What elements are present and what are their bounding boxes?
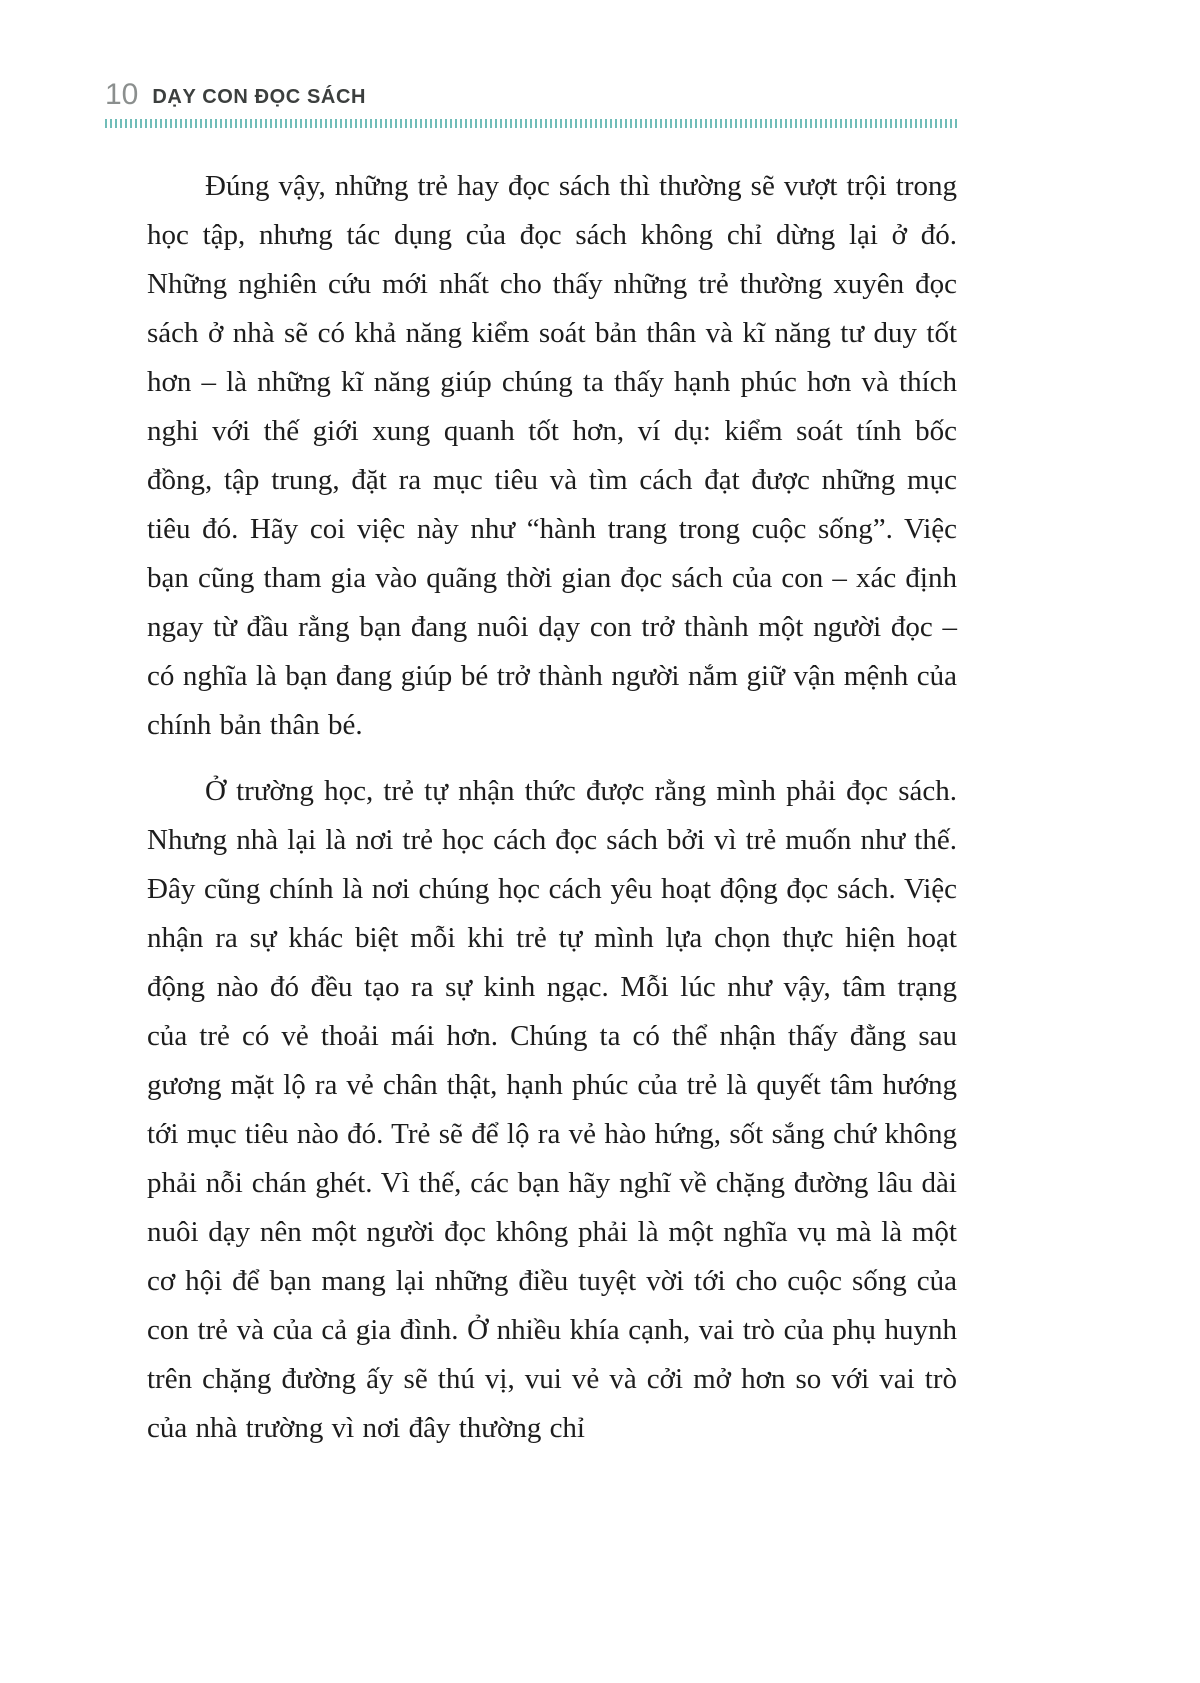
header-divider <box>105 119 957 128</box>
page-number: 10 <box>105 78 139 111</box>
running-head-title: DẠY CON ĐỌC SÁCH <box>152 86 367 108</box>
paragraph-2: Ở trường học, trẻ tự nhận thức được rằng mình phải đọc sách. Nhưng nhà lại là nơi trẻ học cách đọc sách bởi vì trẻ muốn như thế. Đây cũng chính là nơi chúng học cách yêu hoạt động đọc sách. Việc nhận ra sự khác biệt mỗi khi trẻ tự mình lựa chọn thực hiện hoạt động nào đó đều tạo ra sự kinh ngạc. Mỗi lúc như vậy, tâm trạng của trẻ có vẻ thoải mái hơn. Chúng ta có thể nhận thấy đằng sau gương mặt lộ ra vẻ chân thật, hạnh phúc của trẻ là quyết tâm hướng tới mục tiêu nào đó. Trẻ sẽ để lộ ra vẻ hào hứng, sốt sắng chứ không phải nỗi chán ghét. Vì thế, các bạn hãy nghĩ về chặng đường lâu dài nuôi dạy nên một người đọc không phải là một nghĩa vụ mà là một cơ hội để bạn mang lại những điều tuyệt vời tới cho cuộc sống của con trẻ và của cả gia đình. Ở nhiều khía cạnh, vai trò của phụ huynh trên chặng đường ấy sẽ thú vị, vui vẻ và cởi mở hơn so với vai trò của nhà trường vì nơi đây thường chỉ <box>147 775 957 1444</box>
page-header <box>105 80 957 128</box>
paragraph-1: Đúng vậy, những trẻ hay đọc sách thì thường sẽ vượt trội trong học tập, nhưng tác dụng của đọc sách không chỉ dừng lại ở đó. Những nghiên cứu mới nhất cho thấy những trẻ thường xuyên đọc sách ở nhà sẽ có khả năng kiểm soát bản thân và kĩ năng tư duy tốt hơn – là những kĩ năng giúp chúng ta thấy hạnh phúc hơn và thích nghi với thế giới xung quanh tốt hơn, ví dụ: kiểm soát tính bốc đồng, tập trung, đặt ra mục tiêu và tìm cách đạt được những mục tiêu đó. Hãy coi việc này như “hành trang trong cuộc sống”. Việc bạn cũng tham gia vào quãng thời gian đọc sách của con – xác định ngay từ đầu rằng bạn đang nuôi dạy con trở thành một người đọc – có nghĩa là bạn đang giúp bé trở thành người nắm giữ vận mệnh của chính bản thân bé. <box>147 170 957 741</box>
page-body <box>147 128 957 1453</box>
running-head <box>105 80 957 110</box>
